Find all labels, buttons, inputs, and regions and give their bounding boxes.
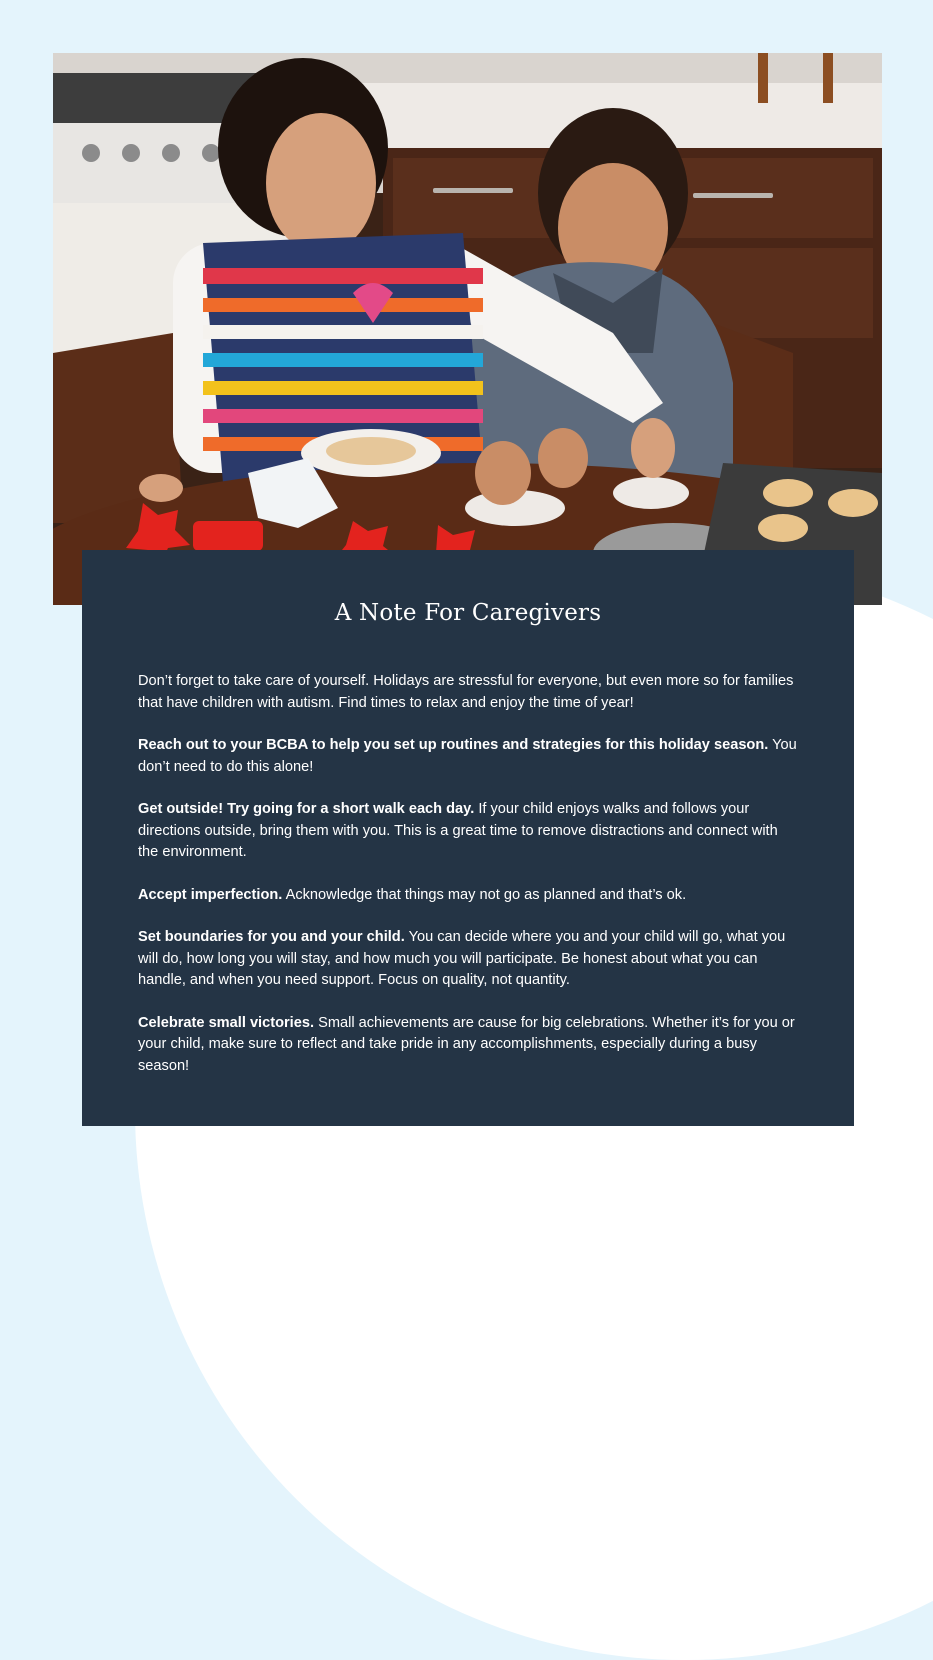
tip-text: If your child enjoys walks and follows your directions outside, bring them with you. This is a great time to remove distractions and connect with the environment.	[138, 801, 778, 860]
caregiver-note-card	[82, 550, 854, 1126]
tip-paragraph	[138, 927, 798, 992]
tip-paragraph	[138, 885, 798, 907]
note-title: A Note For Caregivers	[334, 600, 602, 626]
tip-lead: Accept imperfection.	[138, 886, 283, 903]
intro-paragraph: Don’t forget to take care of yourself. Holidays are stressful for everyone, but even more so for families that have children with autism. Find times to relax and enjoy the time of year!	[138, 673, 794, 711]
tip-paragraph	[138, 799, 798, 864]
tip-lead: Reach out to your BCBA to help you set up routines and strategies for this holiday season.	[138, 737, 769, 753]
tip-text: You can decide where you and your child will go, what you will do, how long you will stay, and how much you will participate. Be honest about what you can handle, and when you need support. Focus on quality, not quantity.	[138, 929, 786, 988]
tip-lead: Celebrate small victories.	[138, 1014, 315, 1031]
tip-text: Small achievements are cause for big celebrations. Whether it’s for you or your child, make sure to reflect and take pride in any accomplishments, especially during a busy season!	[138, 1014, 795, 1074]
tip-paragraph	[138, 735, 798, 778]
tip-text: You don’t need to do this alone!	[138, 737, 797, 775]
tip-lead: Set boundaries for you and your child.	[138, 929, 405, 945]
tip-text: Acknowledge that things may not go as planned and that’s ok.	[282, 886, 687, 903]
tip-paragraph	[138, 1013, 798, 1078]
hero-photo	[53, 53, 882, 605]
tip-lead: Get outside! Try going for a short walk each day.	[138, 801, 475, 817]
